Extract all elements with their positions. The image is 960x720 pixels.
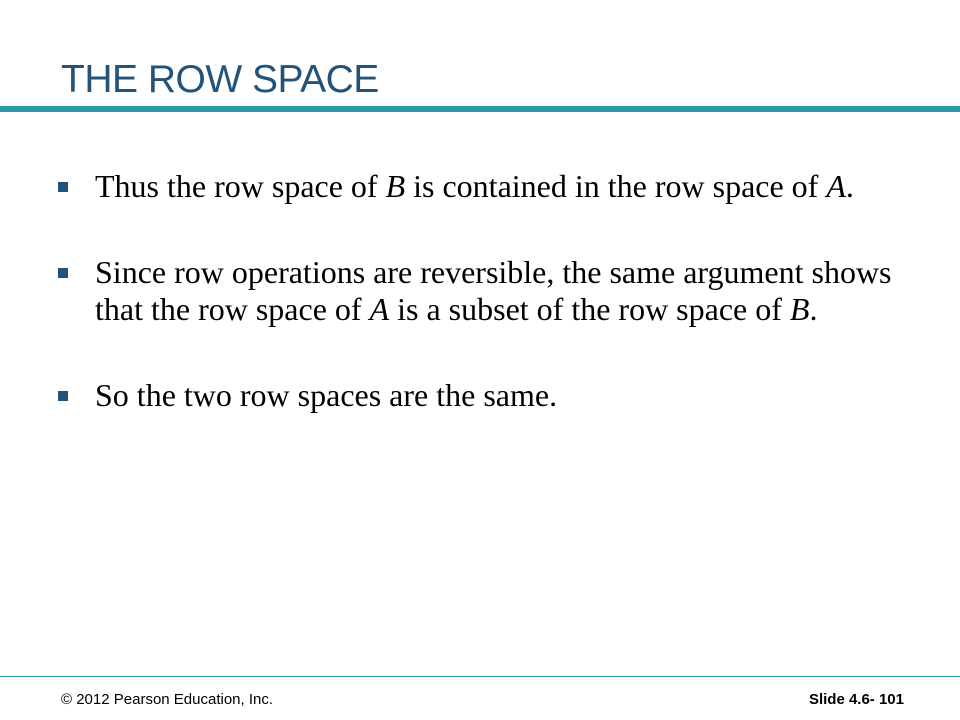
bullet-item <box>58 254 908 328</box>
title-divider <box>0 106 960 112</box>
bullet-text: Since row operations are reversible, the same argument shows that the row space of A is a subset of the row space of B. <box>95 254 892 327</box>
copyright-text: © 2012 Pearson Education, Inc. <box>61 691 274 708</box>
slide-number: Slide 4.6- 101 <box>808 691 904 708</box>
bullet-item <box>58 377 908 414</box>
square-bullet-icon <box>58 268 68 278</box>
square-bullet-icon <box>58 182 68 192</box>
bullet-item <box>58 168 908 205</box>
bullet-text: Thus the row space of B is contained in the row space of A. <box>95 168 854 204</box>
footer-divider <box>0 676 960 677</box>
bullet-list <box>58 168 908 414</box>
square-bullet-icon <box>58 391 68 401</box>
slide-title: THE ROW SPACE <box>61 58 379 101</box>
bullet-text: So the two row spaces are the same. <box>95 377 558 413</box>
